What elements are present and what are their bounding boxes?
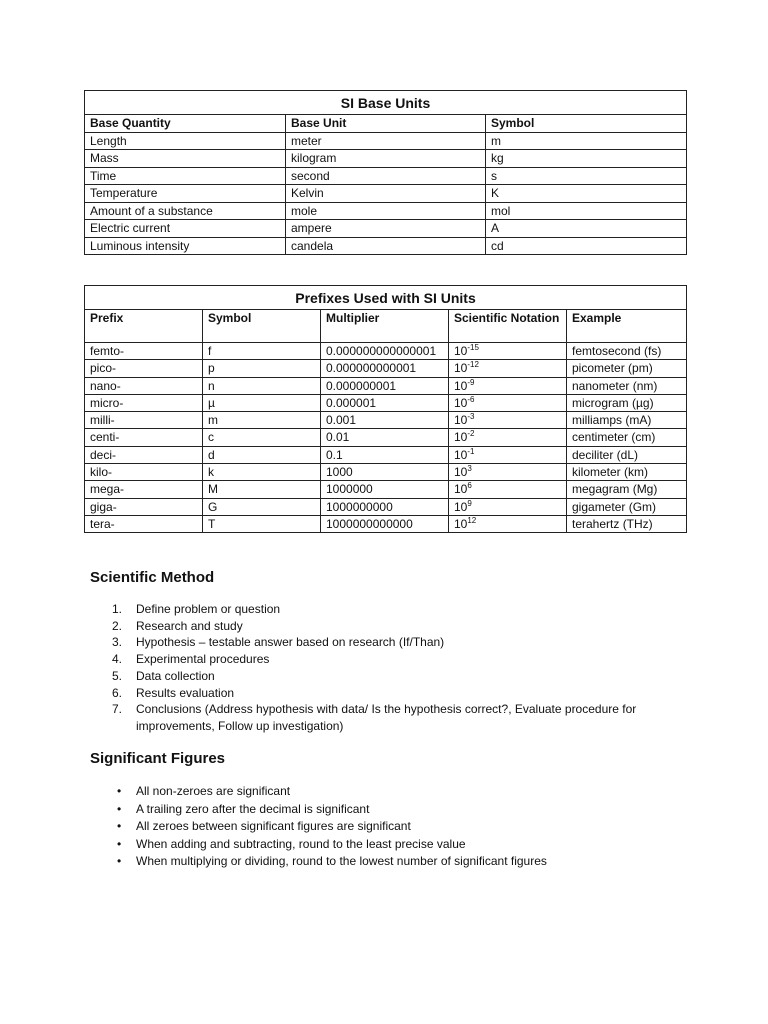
example-cell: gigameter (Gm): [567, 498, 687, 515]
scientific-notation-cell: [449, 394, 567, 411]
notation-base: 10: [454, 395, 468, 410]
multiplier-cell: 0.000000000000001: [321, 343, 449, 360]
multiplier-cell: 0.000000000001: [321, 360, 449, 377]
step-text: Research and study: [136, 618, 243, 633]
step-number: 3.: [112, 635, 123, 650]
multiplier-cell: 0.000000001: [321, 377, 449, 394]
base-quantity-cell: Electric current: [85, 220, 286, 238]
list-item: [84, 601, 684, 618]
column-header: Multiplier: [321, 310, 449, 343]
step-text: Results evaluation: [136, 685, 235, 700]
list-item: [84, 818, 684, 836]
rule-text: All non-zeroes are significant: [136, 784, 291, 798]
scientific-notation-cell: [449, 412, 567, 429]
column-header: Example: [567, 310, 687, 343]
multiplier-cell: 0.1: [321, 446, 449, 463]
prefix-cell: giga-: [85, 498, 203, 515]
table-row: [85, 343, 687, 360]
bullet-icon: •: [117, 801, 122, 816]
base-quantity-cell: Length: [85, 132, 286, 150]
example-cell: nanometer (nm): [567, 377, 687, 394]
multiplier-cell: 1000000: [321, 481, 449, 498]
symbol-cell: n: [203, 377, 321, 394]
base-quantity-cell: Mass: [85, 150, 286, 168]
step-number: 1.: [112, 602, 123, 616]
multiplier-cell: 1000000000000: [321, 515, 449, 532]
prefix-cell: femto-: [85, 343, 203, 360]
notation-exponent: -15: [467, 343, 479, 352]
scientific-notation-cell: [449, 377, 567, 394]
multiplier-cell: 0.000001: [321, 394, 449, 411]
column-header: Prefix: [85, 310, 203, 343]
list-item: [84, 783, 684, 801]
column-header: Scientific Notation: [449, 310, 567, 343]
si-base-units-header-row: [85, 115, 687, 133]
list-item: [84, 801, 684, 819]
notation-exponent: -1: [467, 446, 475, 456]
example-cell: deciliter (dL): [567, 446, 687, 463]
table-row: [85, 237, 687, 255]
symbol-cell: M: [203, 481, 321, 498]
symbol-cell: K: [486, 185, 687, 203]
table-row: [85, 167, 687, 185]
notation-exponent: -2: [467, 429, 475, 439]
notation-base: 10: [454, 344, 468, 358]
scientific-notation-cell: [449, 343, 567, 360]
scientific-notation-cell: [449, 446, 567, 463]
notation-exponent: -3: [467, 412, 475, 422]
step-text: Conclusions (Address hypothesis with data/ Is the hypothesis correct?, Evaluate procedure for improvements, Follow up investigation): [136, 702, 637, 733]
notation-exponent: -6: [467, 394, 475, 404]
base-unit-cell: Kelvin: [286, 185, 486, 203]
list-item: [84, 685, 684, 702]
multiplier-cell: 0.01: [321, 429, 449, 446]
step-text: Experimental procedures: [136, 652, 270, 667]
table-row: [85, 360, 687, 377]
step-number: 2.: [112, 618, 123, 633]
list-item: [84, 634, 684, 651]
example-cell: picometer (pm): [567, 360, 687, 377]
multiplier-cell: 0.001: [321, 412, 449, 429]
symbol-cell: m: [203, 412, 321, 429]
list-item: [84, 651, 684, 668]
table-row: [85, 429, 687, 446]
scientific-notation-cell: [449, 498, 567, 515]
rule-text: When adding and subtracting, round to the least precise value: [136, 836, 466, 851]
table-row: [85, 446, 687, 463]
table-row: [85, 202, 687, 220]
step-number: 7.: [112, 702, 123, 717]
column-header: Base Unit: [286, 115, 486, 133]
prefix-cell: centi-: [85, 429, 203, 446]
table-row: [85, 150, 687, 168]
step-text: Hypothesis – testable answer based on research (If/Than): [136, 635, 445, 650]
base-unit-cell: second: [286, 167, 486, 185]
table-row: [85, 220, 687, 238]
prefix-cell: deci-: [85, 446, 203, 463]
scientific-method-list: [84, 601, 684, 735]
base-quantity-cell: Luminous intensity: [85, 237, 286, 255]
example-cell: microgram (µg): [567, 394, 687, 411]
notation-base: 10: [454, 430, 468, 445]
table-row: [85, 185, 687, 203]
symbol-cell: f: [203, 343, 321, 360]
table-row: [85, 464, 687, 481]
base-unit-cell: candela: [286, 237, 486, 255]
symbol-cell: c: [203, 429, 321, 446]
notation-exponent: 12: [467, 515, 477, 525]
symbol-cell: µ: [203, 394, 321, 411]
notation-base: 10: [454, 378, 468, 393]
list-item: [84, 836, 684, 854]
notation-exponent: 6: [467, 481, 472, 491]
table-row: [85, 515, 687, 532]
scientific-method-heading: Scientific Method: [90, 569, 215, 586]
symbol-cell: mol: [486, 202, 687, 220]
notation-base: 10: [454, 499, 468, 514]
bullet-icon: •: [117, 819, 122, 833]
base-unit-cell: kilogram: [286, 150, 486, 168]
table-row: [85, 394, 687, 411]
column-header: Symbol: [203, 310, 321, 343]
example-cell: centimeter (cm): [567, 429, 687, 446]
bullet-icon: •: [117, 836, 122, 851]
base-unit-cell: mole: [286, 202, 486, 220]
symbol-cell: k: [203, 464, 321, 481]
base-quantity-cell: Time: [85, 167, 286, 185]
prefix-cell: tera-: [85, 515, 203, 532]
si-prefixes-title: Prefixes Used with SI Units: [85, 286, 687, 310]
scientific-notation-cell: [449, 360, 567, 377]
symbol-cell: d: [203, 446, 321, 463]
scientific-notation-cell: [449, 515, 567, 532]
rule-text: When multiplying or dividing, round to the lowest number of significant figures: [136, 854, 547, 868]
table-row: [85, 481, 687, 498]
symbol-cell: s: [486, 167, 687, 185]
base-quantity-cell: Temperature: [85, 185, 286, 203]
prefix-cell: kilo-: [85, 464, 203, 481]
example-cell: milliamps (mA): [567, 412, 687, 429]
base-quantity-cell: Amount of a substance: [85, 202, 286, 220]
significant-figures-heading: Significant Figures: [90, 750, 226, 767]
rule-text: A trailing zero after the decimal is significant: [136, 801, 370, 816]
list-item: [84, 853, 684, 871]
symbol-cell: T: [203, 515, 321, 532]
symbol-cell: p: [203, 360, 321, 377]
si-prefixes-table: [84, 285, 687, 533]
step-number: 4.: [112, 652, 123, 667]
list-item: [84, 701, 684, 734]
multiplier-cell: 1000: [321, 464, 449, 481]
significant-figures-list: [84, 783, 684, 871]
multiplier-cell: 1000000000: [321, 498, 449, 515]
symbol-cell: kg: [486, 150, 687, 168]
base-unit-cell: meter: [286, 132, 486, 150]
scientific-notation-cell: [449, 429, 567, 446]
rule-text: All zeroes between significant figures are significant: [136, 819, 411, 833]
si-base-units-table: [84, 90, 687, 255]
notation-exponent: -9: [467, 377, 475, 387]
table-row: [85, 412, 687, 429]
prefix-cell: milli-: [85, 412, 203, 429]
notation-exponent: 9: [467, 498, 472, 508]
prefix-cell: micro-: [85, 394, 203, 411]
symbol-cell: cd: [486, 237, 687, 255]
step-number: 6.: [112, 685, 123, 700]
list-item: [84, 668, 684, 685]
example-cell: megagram (Mg): [567, 481, 687, 498]
si-prefixes-header-row: [85, 310, 687, 343]
example-cell: terahertz (THz): [567, 515, 687, 532]
example-cell: femtosecond (fs): [567, 343, 687, 360]
column-header: Base Quantity: [85, 115, 286, 133]
symbol-cell: m: [486, 132, 687, 150]
notation-base: 10: [454, 447, 468, 462]
notation-exponent: 3: [467, 464, 472, 474]
step-text: Define problem or question: [136, 602, 281, 616]
table-row: [85, 377, 687, 394]
notation-base: 10: [454, 465, 468, 480]
notation-base: 10: [454, 413, 468, 428]
notation-base: 10: [454, 482, 468, 497]
bullet-icon: •: [117, 854, 122, 868]
prefix-cell: pico-: [85, 360, 203, 377]
notation-base: 10: [454, 516, 468, 531]
notation-base: 10: [454, 361, 468, 376]
bullet-icon: •: [117, 784, 122, 798]
table-row: [85, 132, 687, 150]
symbol-cell: G: [203, 498, 321, 515]
step-text: Data collection: [136, 668, 215, 683]
table-row: [85, 498, 687, 515]
prefix-cell: nano-: [85, 377, 203, 394]
prefix-cell: mega-: [85, 481, 203, 498]
scientific-notation-cell: [449, 481, 567, 498]
list-item: [84, 618, 684, 635]
notation-exponent: -12: [467, 360, 479, 370]
step-number: 5.: [112, 668, 123, 683]
scientific-notation-cell: [449, 464, 567, 481]
symbol-cell: A: [486, 220, 687, 238]
column-header: Symbol: [486, 115, 687, 133]
example-cell: kilometer (km): [567, 464, 687, 481]
base-unit-cell: ampere: [286, 220, 486, 238]
si-base-units-title: SI Base Units: [85, 91, 687, 115]
